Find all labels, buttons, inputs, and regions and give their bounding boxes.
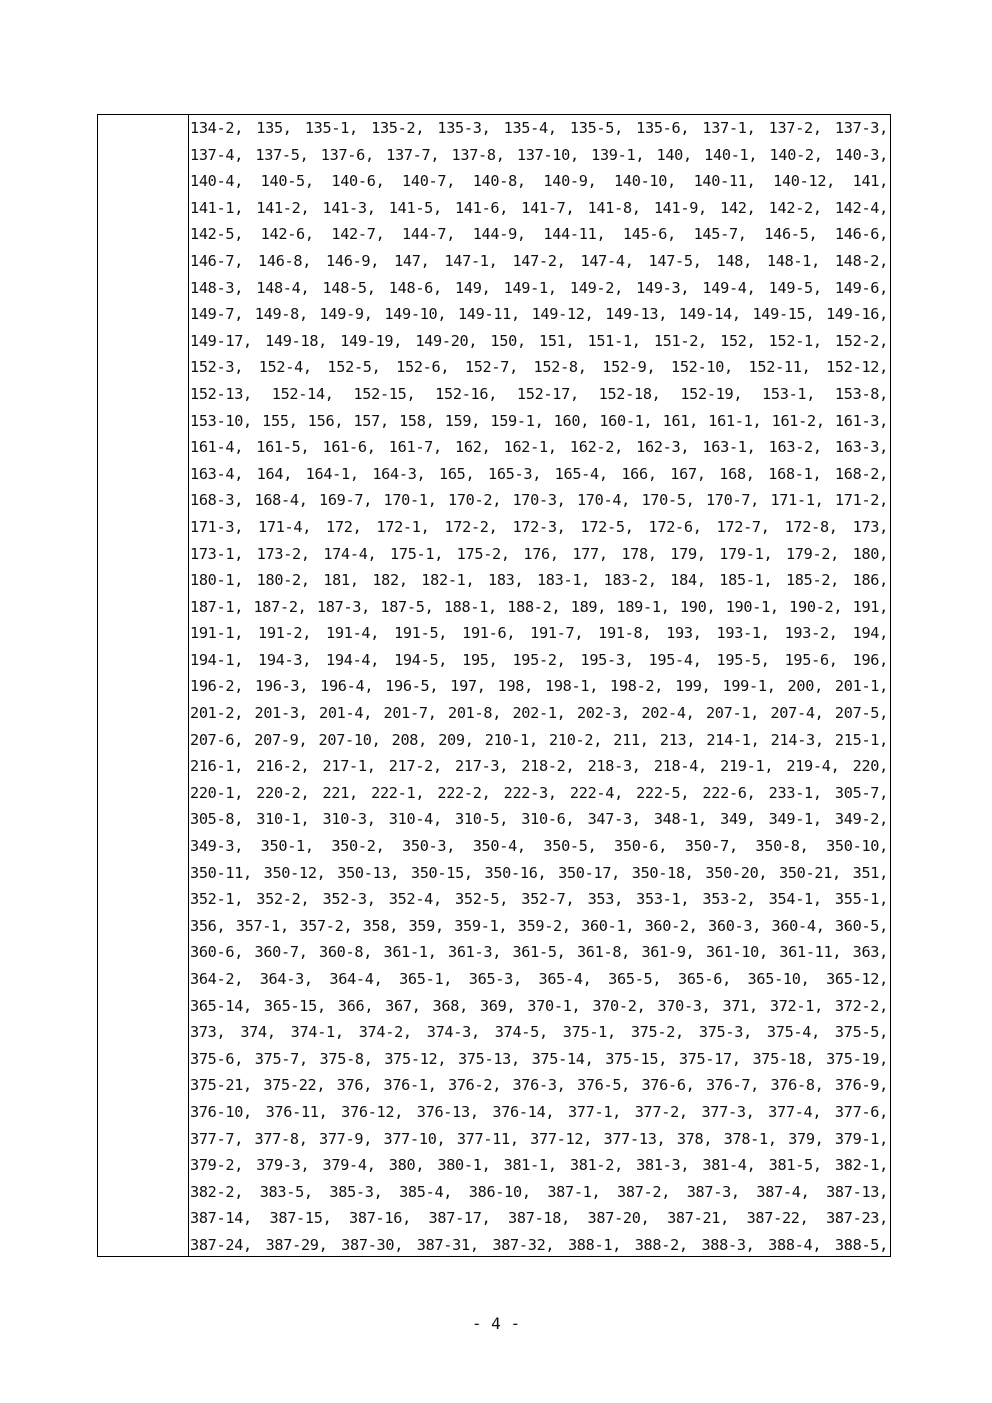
- lot-number-line: 220-1, 220-2, 221, 222-1, 222-2, 222-3, 222-4, 222-5, 222-6, 233-1, 305-7,: [190, 783, 888, 802]
- lot-number-line: 187-1, 187-2, 187-3, 187-5, 188-1, 188-2, 189, 189-1, 190, 190-1, 190-2, 191,: [190, 597, 888, 616]
- lot-number-line: 365-14, 365-15, 366, 367, 368, 369, 370-1, 370-2, 370-3, 371, 372-1, 372-2,: [190, 996, 888, 1015]
- lot-number-line: 360-6, 360-7, 360-8, 361-1, 361-3, 361-5, 361-8, 361-9, 361-10, 361-11, 363,: [190, 943, 888, 962]
- lot-number-line: 194-1, 194-3, 194-4, 194-5, 195, 195-2, 195-3, 195-4, 195-5, 195-6, 196,: [190, 650, 888, 669]
- lot-number-line: 352-1, 352-2, 352-3, 352-4, 352-5, 352-7, 353, 353-1, 353-2, 354-1, 355-1,: [190, 890, 888, 909]
- lot-number-line: 140-4, 140-5, 140-6, 140-7, 140-8, 140-9, 140-10, 140-11, 140-12, 141,: [190, 172, 888, 191]
- lot-number-line: 180-1, 180-2, 181, 182, 182-1, 183, 183-1, 183-2, 184, 185-1, 185-2, 186,: [190, 571, 888, 590]
- lot-number-line: 349-3, 350-1, 350-2, 350-3, 350-4, 350-5, 350-6, 350-7, 350-8, 350-10,: [190, 837, 888, 856]
- lot-number-line: 142-5, 142-6, 142-7, 144-7, 144-9, 144-11, 145-6, 145-7, 146-5, 146-6,: [190, 225, 888, 244]
- lot-number-line: 148-3, 148-4, 148-5, 148-6, 149, 149-1, 149-2, 149-3, 149-4, 149-5, 149-6,: [190, 278, 888, 297]
- lot-number-line: 161-4, 161-5, 161-6, 161-7, 162, 162-1, 162-2, 162-3, 163-1, 163-2, 163-3,: [190, 438, 888, 457]
- empty-label-cell: [98, 115, 189, 1256]
- lot-number-line: 171-3, 171-4, 172, 172-1, 172-2, 172-3, 172-5, 172-6, 172-7, 172-8, 173,: [190, 517, 888, 536]
- lot-number-line: 382-2, 383-5, 385-3, 385-4, 386-10, 387-1, 387-2, 387-3, 387-4, 387-13,: [190, 1182, 888, 1201]
- lot-number-line: 163-4, 164, 164-1, 164-3, 165, 165-3, 165-4, 166, 167, 168, 168-1, 168-2,: [190, 464, 888, 483]
- lot-number-line: 141-1, 141-2, 141-3, 141-5, 141-6, 141-7, 141-8, 141-9, 142, 142-2, 142-4,: [190, 198, 888, 217]
- lot-number-line: 173-1, 173-2, 174-4, 175-1, 175-2, 176, 177, 178, 179, 179-1, 179-2, 180,: [190, 544, 888, 563]
- lot-number-line: 153-10, 155, 156, 157, 158, 159, 159-1, 160, 160-1, 161, 161-1, 161-2, 161-3,: [190, 411, 888, 430]
- lot-number-line: 137-4, 137-5, 137-6, 137-7, 137-8, 137-10, 139-1, 140, 140-1, 140-2, 140-3,: [190, 145, 888, 164]
- lot-number-line: 149-17, 149-18, 149-19, 149-20, 150, 151, 151-1, 151-2, 152, 152-1, 152-2,: [190, 331, 888, 350]
- lot-number-line: 375-6, 375-7, 375-8, 375-12, 375-13, 375-14, 375-15, 375-17, 375-18, 375-19,: [190, 1049, 888, 1068]
- lot-number-line: 350-11, 350-12, 350-13, 350-15, 350-16, 350-17, 350-18, 350-20, 350-21, 351,: [190, 863, 888, 882]
- lot-number-line: 364-2, 364-3, 364-4, 365-1, 365-3, 365-4, 365-5, 365-6, 365-10, 365-12,: [190, 970, 888, 988]
- lot-number-table: [97, 114, 891, 1257]
- lot-number-line: 387-24, 387-29, 387-30, 387-31, 387-32, 388-1, 388-2, 388-3, 388-4, 388-5,: [190, 1235, 888, 1254]
- lot-number-line: 134-2, 135, 135-1, 135-2, 135-3, 135-4, 135-5, 135-6, 137-1, 137-2, 137-3,: [190, 119, 888, 137]
- lot-number-line: 376-10, 376-11, 376-12, 376-13, 376-14, 377-1, 377-2, 377-3, 377-4, 377-6,: [190, 1102, 888, 1121]
- lot-number-line: 149-7, 149-8, 149-9, 149-10, 149-11, 149-12, 149-13, 149-14, 149-15, 149-16,: [190, 305, 888, 324]
- lot-number-line: 152-13, 152-14, 152-15, 152-16, 152-17, 152-18, 152-19, 153-1, 153-8,: [190, 384, 888, 403]
- page-number: - 4 -: [471, 1314, 521, 1333]
- lot-number-line: 201-2, 201-3, 201-4, 201-7, 201-8, 202-1, 202-3, 202-4, 207-1, 207-4, 207-5,: [190, 704, 888, 723]
- lot-number-line: 373, 374, 374-1, 374-2, 374-3, 374-5, 375-1, 375-2, 375-3, 375-4, 375-5,: [190, 1023, 888, 1042]
- lot-number-line: 191-1, 191-2, 191-4, 191-5, 191-6, 191-7, 191-8, 193, 193-1, 193-2, 194,: [190, 624, 888, 643]
- lot-number-line: 207-6, 207-9, 207-10, 208, 209, 210-1, 210-2, 211, 213, 214-1, 214-3, 215-1,: [190, 730, 888, 749]
- lot-number-line: 379-2, 379-3, 379-4, 380, 380-1, 381-1, 381-2, 381-3, 381-4, 381-5, 382-1,: [190, 1156, 888, 1175]
- lot-number-line: 356, 357-1, 357-2, 358, 359, 359-1, 359-2, 360-1, 360-2, 360-3, 360-4, 360-5,: [190, 916, 888, 935]
- lot-number-line: 375-21, 375-22, 376, 376-1, 376-2, 376-3, 376-5, 376-6, 376-7, 376-8, 376-9,: [190, 1076, 888, 1095]
- lot-number-line: 387-14, 387-15, 387-16, 387-17, 387-18, 387-20, 387-21, 387-22, 387-23,: [190, 1209, 888, 1228]
- lot-number-line: 377-7, 377-8, 377-9, 377-10, 377-11, 377-12, 377-13, 378, 378-1, 379, 379-1,: [190, 1129, 888, 1148]
- lot-number-line: 152-3, 152-4, 152-5, 152-6, 152-7, 152-8, 152-9, 152-10, 152-11, 152-12,: [190, 358, 888, 377]
- lot-number-line: 216-1, 216-2, 217-1, 217-2, 217-3, 218-2, 218-3, 218-4, 219-1, 219-4, 220,: [190, 757, 888, 776]
- lot-number-line: 196-2, 196-3, 196-4, 196-5, 197, 198, 198-1, 198-2, 199, 199-1, 200, 201-1,: [190, 677, 888, 696]
- lot-number-line: 168-3, 168-4, 169-7, 170-1, 170-2, 170-3, 170-4, 170-5, 170-7, 171-1, 171-2,: [190, 491, 888, 510]
- lot-number-list: [190, 115, 888, 1259]
- lot-number-line: 146-7, 146-8, 146-9, 147, 147-1, 147-2, 147-4, 147-5, 148, 148-1, 148-2,: [190, 251, 888, 270]
- lot-number-line: 305-8, 310-1, 310-3, 310-4, 310-5, 310-6, 347-3, 348-1, 349, 349-1, 349-2,: [190, 810, 888, 829]
